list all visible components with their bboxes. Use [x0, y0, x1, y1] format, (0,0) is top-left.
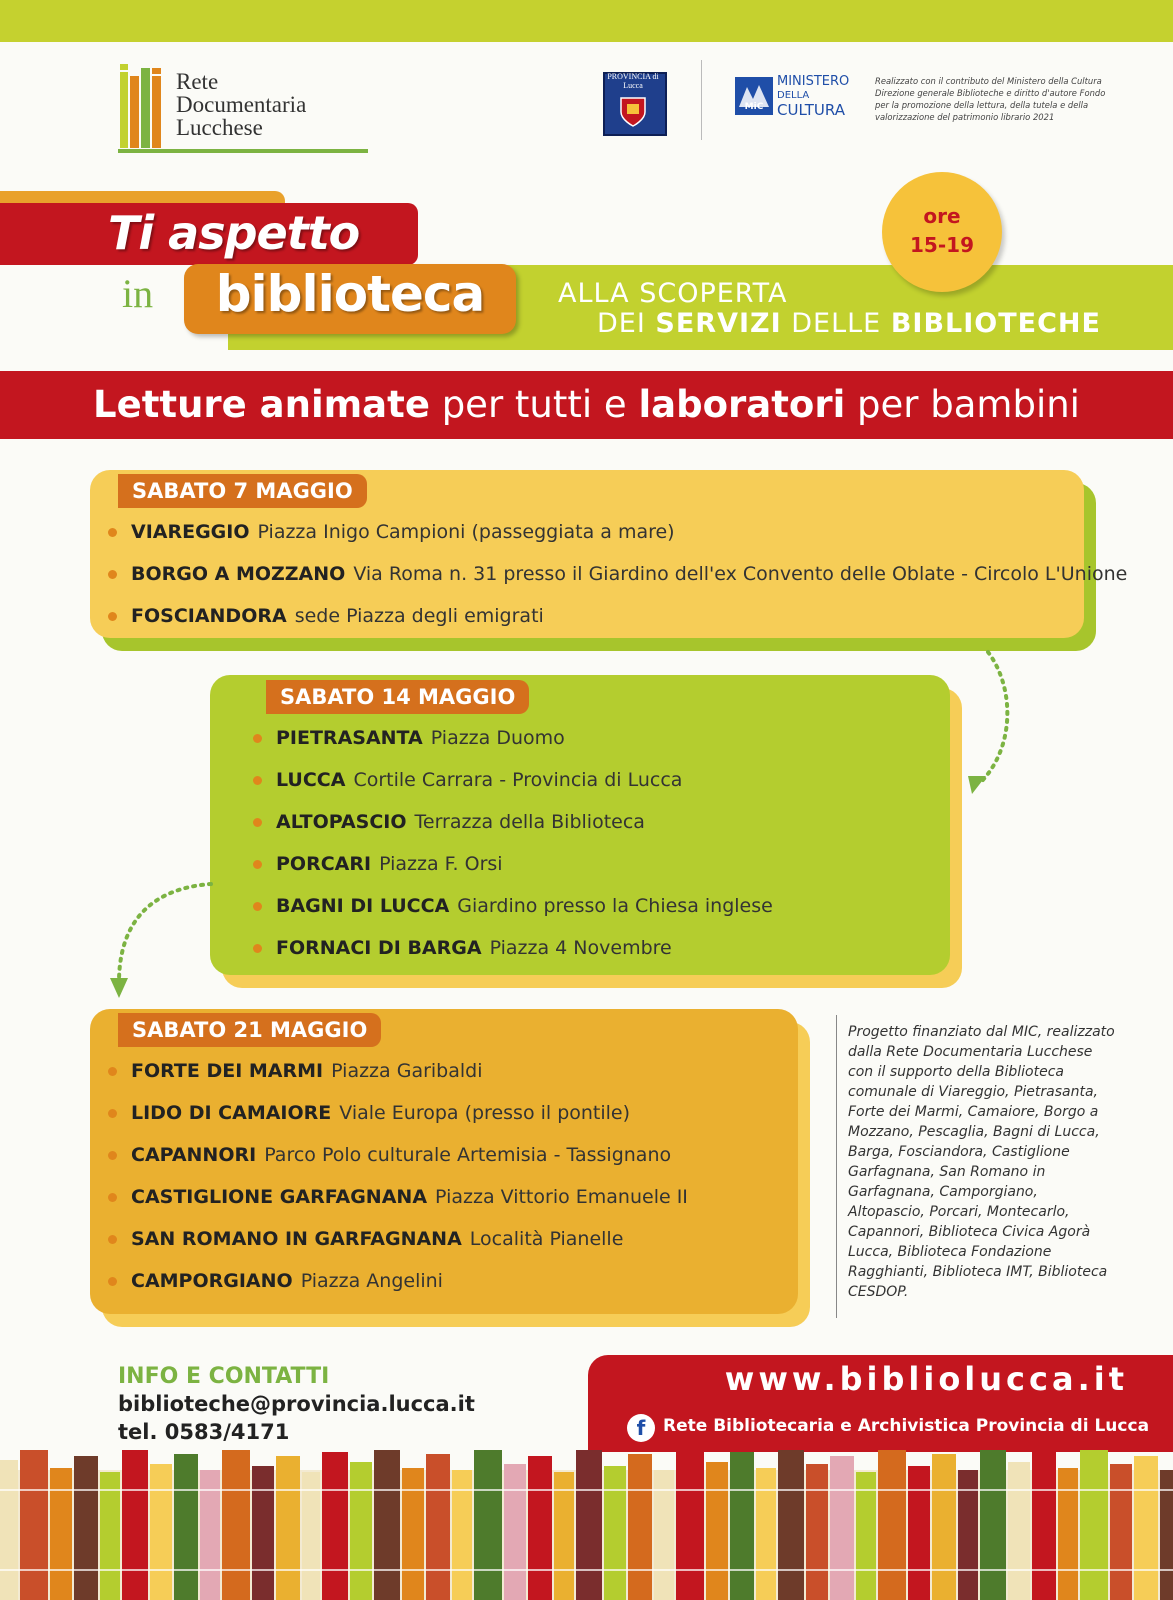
ministry-line-3: CULTURA: [777, 101, 845, 119]
event-place: CAPANNORI: [131, 1144, 257, 1166]
event-location: Piazza F. Orsi: [379, 853, 503, 875]
logo-underline: [118, 149, 368, 153]
list-item: [108, 605, 544, 627]
event-location: Terrazza della Biblioteca: [414, 811, 645, 833]
event-location: Piazza Garibaldi: [331, 1060, 483, 1082]
bullet-icon: [108, 528, 117, 537]
list-item: [253, 727, 565, 749]
time-label: ore: [923, 204, 961, 228]
event-date-2: SABATO 14 MAGGIO: [266, 680, 529, 714]
credits-text: Realizzato con il contributo del Ministero della Cultura Direzione generale Biblioteche e diritto d'autore Fondo per la promozione della lettura, della tutela e della valorizzazione del patrimonio librario 2021: [875, 76, 1106, 122]
event-date-1: SABATO 7 MAGGIO: [118, 474, 367, 508]
list-item: [253, 769, 682, 791]
banner-per-tutti: per tutti e: [429, 383, 639, 426]
logo-text: [176, 70, 306, 139]
event-location: Piazza Angelini: [300, 1270, 443, 1292]
event-location: sede Piazza degli emigrati: [294, 605, 544, 627]
event-location: Viale Europa (presso il pontile): [339, 1102, 631, 1124]
bullet-icon: [108, 1109, 117, 1118]
contact-phone[interactable]: tel. 0583/4171: [118, 1420, 290, 1444]
event-place: ALTOPASCIO: [276, 811, 407, 833]
bullet-icon: [253, 776, 262, 785]
event-location: Piazza Duomo: [430, 727, 565, 749]
facebook-icon[interactable]: f: [627, 1414, 655, 1442]
ministry-line-2: DELLA: [777, 90, 810, 101]
banner-letture: Letture animate: [93, 383, 430, 426]
event-location: Parco Polo culturale Artemisia - Tassignano: [264, 1144, 672, 1166]
subtitle-line-1: ALLA SCOPERTA: [558, 278, 788, 309]
logo-line-3: Lucchese: [176, 115, 263, 140]
bullet-icon: [108, 1277, 117, 1286]
dotted-arrow-icon: [960, 648, 1020, 798]
banner-laboratori: laboratori: [638, 383, 846, 426]
event-place: BAGNI DI LUCCA: [276, 895, 450, 917]
logo-line-2: Documentaria: [176, 92, 307, 117]
list-item: [108, 521, 675, 543]
title-ti-aspetto: Ti aspetto: [108, 206, 360, 260]
dotted-arrow-icon: [105, 878, 215, 1003]
list-item: [108, 563, 1127, 585]
event-place: CAMPORGIANO: [131, 1270, 293, 1292]
list-item: [108, 1228, 623, 1250]
list-item: [253, 853, 503, 875]
bullet-icon: [108, 1235, 117, 1244]
event-place: SAN ROMANO IN GARFAGNANA: [131, 1228, 462, 1250]
project-note: Progetto finanziato dal MIC, realizzato dalla Rete Documentaria Lucchese con il supporto della Biblioteca comunale di Viareggio, Pietrasanta, Forte dei Marmi, Camaiore, Borgo a Mozzano, Pescaglia, Bagni di Lucca, Barga, Fosciandora, Castiglione Garfagnana, San Romano in Garfagnana, Camporgiano, Altopascio, Porcari, Montecarlo, Capannori, Biblioteca Civica Agorà Lucca, Biblioteca Fondazione Ragghianti, Biblioteca IMT, Biblioteca CESDOP.: [848, 1024, 1115, 1300]
bullet-icon: [108, 612, 117, 621]
bullet-icon: [253, 860, 262, 869]
ministry-line-1: MINISTERO: [777, 74, 850, 89]
shield-icon: [618, 96, 648, 128]
event-place: LUCCA: [276, 769, 346, 791]
subtitle-biblioteche: BIBLIOTECHE: [890, 308, 1101, 339]
subtitle-dei: DEI: [597, 308, 656, 339]
bullet-icon: [108, 1067, 117, 1076]
bullet-icon: [253, 818, 262, 827]
facebook-label[interactable]: Rete Bibliotecaria e Archivistica Provincia di Lucca: [663, 1416, 1150, 1436]
time-badge-text: [882, 202, 1002, 260]
event-location: Piazza 4 Novembre: [489, 937, 672, 959]
list-item: [108, 1144, 671, 1166]
event-place: LIDO DI CAMAIORE: [131, 1102, 332, 1124]
info-heading: INFO E CONTATTI: [118, 1364, 330, 1389]
event-location: Località Pianelle: [469, 1228, 624, 1250]
list-item: [253, 811, 645, 833]
side-note-divider: [836, 1015, 837, 1318]
mic-label: MiC: [744, 102, 764, 112]
top-color-bar: [0, 0, 1173, 42]
subtitle-line-2: [597, 308, 1101, 339]
subtitle-servizi: SERVIZI: [655, 308, 782, 339]
list-item: [253, 895, 773, 917]
event-place: FORNACI DI BARGA: [276, 937, 482, 959]
event-place: VIAREGGIO: [131, 521, 250, 543]
banner-per-bambini: per bambini: [845, 383, 1080, 426]
event-place: PORCARI: [276, 853, 372, 875]
bullet-icon: [253, 902, 262, 911]
event-location: Piazza Inigo Campioni (passeggiata a mare): [257, 521, 675, 543]
logo-divider: [701, 60, 702, 140]
event-place: FOSCIANDORA: [131, 605, 287, 627]
title-in: in: [122, 271, 154, 316]
contact-email[interactable]: biblioteche@provincia.lucca.it: [118, 1392, 475, 1416]
list-item: [253, 937, 672, 959]
list-item: [108, 1186, 688, 1208]
title-biblioteca: biblioteca: [215, 265, 485, 323]
event-location: Via Roma n. 31 presso il Giardino dell'ex Convento delle Oblate - Circolo L'Unione: [353, 563, 1128, 585]
event-location: Giardino presso la Chiesa inglese: [457, 895, 773, 917]
event-date-3: SABATO 21 MAGGIO: [118, 1013, 381, 1047]
list-item: [108, 1102, 630, 1124]
list-item: [108, 1060, 483, 1082]
event-location: Piazza Vittorio Emanuele II: [435, 1186, 688, 1208]
books-decoration: [0, 1450, 1173, 1600]
bullet-icon: [253, 944, 262, 953]
event-location: Cortile Carrara - Provincia di Lucca: [353, 769, 683, 791]
event-place: FORTE DEI MARMI: [131, 1060, 324, 1082]
bullet-icon: [253, 734, 262, 743]
subtitle-delle: DELLE: [781, 308, 891, 339]
bullet-icon: [108, 1151, 117, 1160]
event-place: CASTIGLIONE GARFAGNANA: [131, 1186, 428, 1208]
bullet-icon: [108, 1193, 117, 1202]
ministry-name: [777, 75, 849, 117]
books-logo-icon: [118, 62, 168, 150]
bullet-icon: [108, 570, 117, 579]
time-value: 15-19: [910, 233, 974, 257]
book-spines: [0, 1450, 1173, 1600]
list-item: [108, 1270, 443, 1292]
event-place: PIETRASANTA: [276, 727, 423, 749]
province-label: PROVINCIA di Lucca: [607, 72, 659, 90]
website-link[interactable]: www.bibliolucca.it: [724, 1360, 1128, 1398]
logo-line-1: Rete: [176, 69, 219, 94]
activities-banner-text: [0, 383, 1173, 426]
event-place: BORGO A MOZZANO: [131, 563, 346, 585]
